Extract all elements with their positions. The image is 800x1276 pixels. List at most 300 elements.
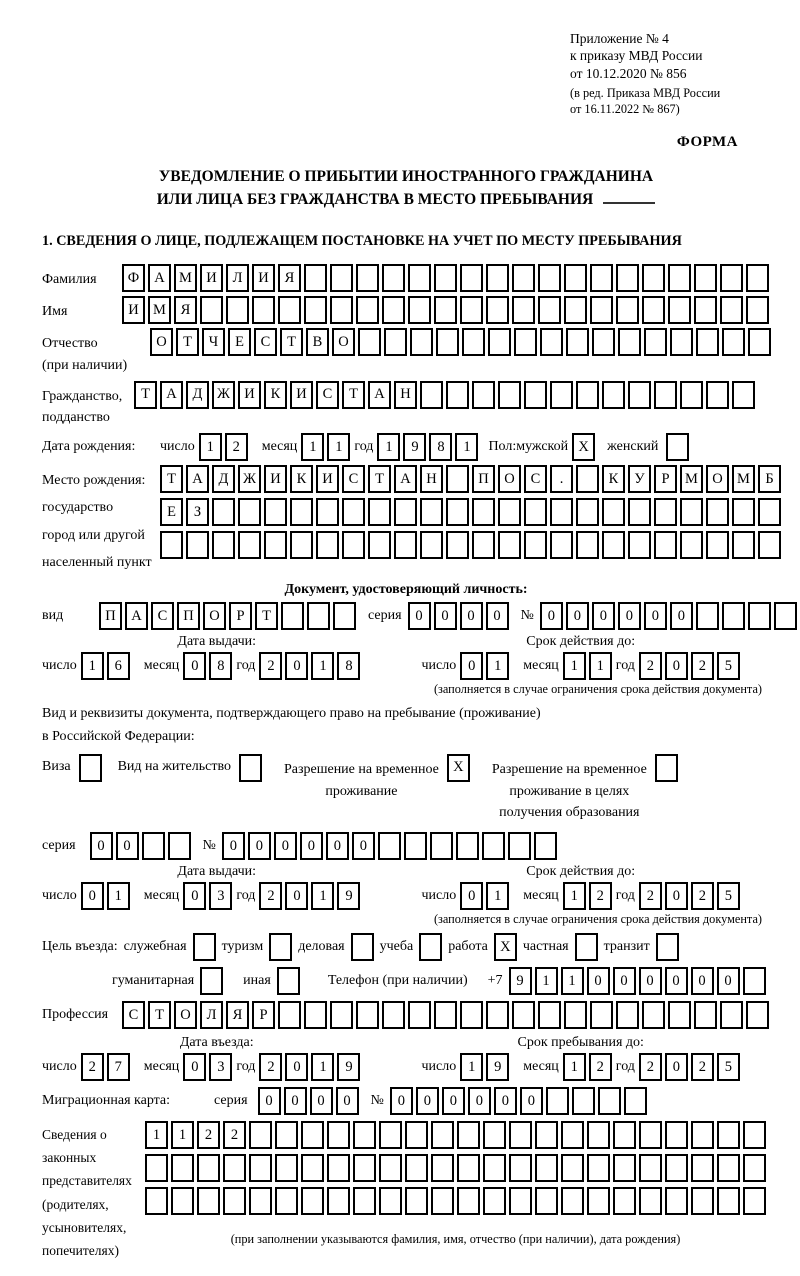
char-box: 1: [145, 1121, 168, 1149]
purpose-transit-checkbox: [656, 933, 679, 961]
char-box: [642, 296, 665, 324]
char-box: [694, 264, 717, 292]
title-line-2: [42, 188, 770, 211]
char-box: X: [572, 433, 595, 461]
char-box: [550, 381, 573, 409]
char-box: 1: [486, 882, 509, 910]
char-box: [706, 498, 729, 526]
citizenship-label-line2: подданство: [42, 407, 134, 429]
char-box: 8: [209, 652, 232, 680]
char-box: 2: [197, 1121, 220, 1149]
char-box: И: [290, 381, 313, 409]
char-box: [356, 296, 379, 324]
char-box: О: [498, 465, 521, 493]
char-box: 0: [540, 602, 563, 630]
char-box: [656, 933, 679, 961]
char-box: Я: [174, 296, 197, 324]
issue-date-line: [42, 652, 391, 680]
char-box: [405, 1121, 428, 1149]
char-box: [290, 498, 313, 526]
option-visa: [42, 754, 102, 782]
char-box: Д: [212, 465, 235, 493]
char-box: [691, 1187, 714, 1215]
char-box: 7: [107, 1053, 130, 1081]
char-box: 5: [717, 652, 740, 680]
legal-reps-label-line: попечителях): [42, 1239, 145, 1262]
char-box: 1: [199, 433, 222, 461]
char-box: 0: [285, 882, 308, 910]
year-label: год: [236, 1059, 255, 1075]
char-box: [561, 1121, 584, 1149]
valid-date-col: [391, 634, 770, 680]
legal-reps-label-line: усыновителях,: [42, 1216, 145, 1239]
char-box: [717, 1121, 740, 1149]
char-box: [316, 531, 339, 559]
char-box: [358, 328, 381, 356]
char-box: О: [174, 1001, 197, 1029]
char-box: [168, 832, 191, 860]
doc-number-label: №: [521, 608, 534, 624]
option-temp-residence-education: [492, 754, 678, 824]
char-box: [616, 264, 639, 292]
char-box: [576, 531, 599, 559]
char-box: [680, 531, 703, 559]
char-box: 0: [665, 882, 688, 910]
char-box: 0: [258, 1087, 281, 1115]
residence-issue-month-boxes: [183, 882, 232, 910]
char-box: [706, 381, 729, 409]
char-box: Т: [255, 602, 278, 630]
char-box: [546, 1087, 569, 1115]
char-box: [680, 381, 703, 409]
surname-boxes: [122, 264, 769, 292]
char-box: 0: [520, 1087, 543, 1115]
char-box: 3: [209, 1053, 232, 1081]
char-box: [304, 296, 327, 324]
residence-series-label: серия: [42, 838, 76, 854]
char-box: [264, 498, 287, 526]
char-box: 2: [639, 652, 662, 680]
char-box: [535, 1187, 558, 1215]
doc-kind-label: вид: [42, 605, 99, 627]
char-box: [304, 264, 327, 292]
char-box: [200, 967, 223, 995]
char-box: [616, 296, 639, 324]
purpose-work-label: работа: [448, 939, 488, 955]
char-box: [602, 531, 625, 559]
legal-reps-row: [42, 1121, 770, 1262]
char-box: [212, 531, 235, 559]
phone-boxes: [509, 967, 766, 995]
migration-card-row: [42, 1087, 770, 1115]
char-box: [472, 531, 495, 559]
char-box: 2: [81, 1053, 104, 1081]
char-box: [540, 328, 563, 356]
char-box: [680, 498, 703, 526]
char-box: 2: [259, 652, 282, 680]
char-box: [264, 531, 287, 559]
char-box: Ф: [122, 264, 145, 292]
char-box: [613, 1187, 636, 1215]
valid-day-boxes: [460, 652, 509, 680]
char-box: [353, 1121, 376, 1149]
char-box: [654, 381, 677, 409]
citizenship-row: [42, 381, 770, 429]
birthplace-label-line: город или другой: [42, 522, 160, 549]
char-box: [748, 328, 771, 356]
char-box: [732, 531, 755, 559]
stay-month-boxes: [563, 1053, 612, 1081]
char-box: К: [602, 465, 625, 493]
char-box: 0: [116, 832, 139, 860]
entry-month-boxes: [183, 1053, 232, 1081]
char-box: Т: [342, 381, 365, 409]
char-box: [368, 498, 391, 526]
purpose-humanitarian-label: гуманитарная: [112, 973, 194, 989]
char-box: 1: [563, 652, 586, 680]
residence-valid-month-boxes: [563, 882, 612, 910]
char-box: [456, 832, 479, 860]
month-label: месяц: [144, 888, 180, 904]
char-box: [639, 1187, 662, 1215]
char-box: [327, 1187, 350, 1215]
char-box: 2: [259, 1053, 282, 1081]
char-box: 0: [183, 1053, 206, 1081]
char-box: [171, 1154, 194, 1182]
char-box: 0: [494, 1087, 517, 1115]
char-box: [498, 381, 521, 409]
char-box: 1: [563, 1053, 586, 1081]
char-box: .: [550, 465, 573, 493]
char-box: 0: [300, 832, 323, 860]
char-box: [353, 1154, 376, 1182]
char-box: [732, 498, 755, 526]
char-box: [602, 381, 625, 409]
char-box: [722, 602, 745, 630]
purpose-other-checkbox: [277, 967, 300, 995]
purpose-work-checkbox: [494, 933, 517, 961]
char-box: 8: [337, 652, 360, 680]
char-box: [142, 832, 165, 860]
year-label: год: [616, 658, 635, 674]
char-box: 9: [486, 1053, 509, 1081]
char-box: [430, 832, 453, 860]
name-label: Имя: [42, 296, 122, 323]
char-box: [378, 832, 401, 860]
char-box: С: [122, 1001, 145, 1029]
valid-date-line: [391, 652, 770, 680]
char-box: [223, 1154, 246, 1182]
issue-year-boxes: [259, 652, 360, 680]
char-box: [457, 1154, 480, 1182]
char-box: [483, 1187, 506, 1215]
char-box: [408, 1001, 431, 1029]
char-box: [330, 264, 353, 292]
char-box: [356, 264, 379, 292]
char-box: Л: [200, 1001, 223, 1029]
legal-reps-row2-boxes: [145, 1154, 766, 1182]
char-box: [482, 832, 505, 860]
char-box: [720, 264, 743, 292]
char-box: [171, 1187, 194, 1215]
char-box: А: [148, 264, 171, 292]
char-box: 1: [311, 882, 334, 910]
char-box: Е: [228, 328, 251, 356]
annex-note: [570, 30, 770, 118]
purpose-commercial-checkbox: [351, 933, 374, 961]
male-label: мужской: [516, 439, 568, 455]
issue-date-col: [42, 634, 391, 680]
char-box: 0: [717, 967, 740, 995]
char-box: 0: [183, 882, 206, 910]
char-box: [550, 531, 573, 559]
purpose-other-label: иная: [243, 973, 271, 989]
char-box: 0: [81, 882, 104, 910]
section-1-title: 1. СВЕДЕНИЯ О ЛИЦЕ, ПОДЛЕЖАЩЕМ ПОСТАНОВКЕ НА УЧЕТ ПО МЕСТУ ПРЕБЫВАНИЯ: [42, 233, 770, 250]
char-box: 0: [352, 832, 375, 860]
temp-residence-education-checkbox: [655, 754, 678, 782]
female-checkbox: [666, 433, 689, 461]
legal-reps-note: (при заполнении указываются фамилия, имя, отчество (при наличии), дата рождения): [145, 1232, 766, 1247]
purpose-humanitarian-checkbox: [200, 967, 223, 995]
day-label: число: [421, 658, 456, 674]
residence-valid-col: [391, 864, 770, 910]
char-box: А: [394, 465, 417, 493]
doc-series-boxes: [408, 602, 509, 630]
char-box: 0: [310, 1087, 333, 1115]
char-box: 0: [442, 1087, 465, 1115]
char-box: [665, 1154, 688, 1182]
char-box: Т: [368, 465, 391, 493]
char-box: З: [186, 498, 209, 526]
char-box: [431, 1154, 454, 1182]
char-box: [508, 832, 531, 860]
char-box: П: [177, 602, 200, 630]
issue-day-boxes: [81, 652, 130, 680]
doc-kind-boxes: [99, 602, 356, 630]
char-box: [706, 531, 729, 559]
patronymic-label-line1: Отчество: [42, 333, 150, 355]
residence-validity-note: (заполняется в случае ограничения срока действия документа): [42, 912, 762, 927]
citizenship-label-line1: Гражданство,: [42, 386, 134, 408]
char-box: С: [316, 381, 339, 409]
birth-day-boxes: [199, 433, 248, 461]
stay-year-boxes: [639, 1053, 740, 1081]
char-box: [434, 264, 457, 292]
char-box: 1: [311, 1053, 334, 1081]
char-box: [668, 296, 691, 324]
char-box: [301, 1154, 324, 1182]
char-box: [382, 296, 405, 324]
birthdate-label: Дата рождения:: [42, 439, 160, 455]
birthplace-boxes-stack: [160, 465, 781, 559]
char-box: [618, 328, 641, 356]
char-box: [694, 1001, 717, 1029]
char-box: 0: [691, 967, 714, 995]
char-box: [590, 296, 613, 324]
female-label: женский: [607, 439, 658, 455]
profession-label: Профессия: [42, 1004, 122, 1026]
char-box: [197, 1187, 220, 1215]
char-box: М: [680, 465, 703, 493]
purpose-row-2: [42, 967, 770, 995]
char-box: [509, 1187, 532, 1215]
char-box: [79, 754, 102, 782]
char-box: [613, 1121, 636, 1149]
annex-line: от 10.12.2020 № 856: [570, 65, 770, 82]
char-box: [524, 381, 547, 409]
residence-issue-col: [42, 864, 391, 910]
char-box: И: [252, 264, 275, 292]
char-box: 0: [326, 832, 349, 860]
char-box: И: [238, 381, 261, 409]
legal-reps-label-line: представителях: [42, 1169, 145, 1192]
char-box: [538, 1001, 561, 1029]
document-title: [42, 165, 770, 212]
char-box: [613, 1154, 636, 1182]
char-box: [379, 1121, 402, 1149]
char-box: М: [174, 264, 197, 292]
char-box: 2: [259, 882, 282, 910]
blank-underline: [603, 202, 655, 204]
char-box: 0: [665, 652, 688, 680]
char-box: [301, 1121, 324, 1149]
issue-date-header: Дата выдачи:: [42, 634, 391, 650]
char-box: [644, 328, 667, 356]
char-box: 0: [336, 1087, 359, 1115]
char-box: [304, 1001, 327, 1029]
identity-doc-dates: [42, 634, 770, 680]
char-box: [746, 1001, 769, 1029]
char-box: [602, 498, 625, 526]
char-box: [252, 296, 275, 324]
doc-series-label: серия: [368, 608, 402, 624]
char-box: 1: [301, 433, 324, 461]
char-box: [420, 381, 443, 409]
edit-note: [570, 86, 770, 118]
char-box: [512, 296, 535, 324]
valid-year-boxes: [639, 652, 740, 680]
char-box: [486, 264, 509, 292]
char-box: [460, 1001, 483, 1029]
entry-dates: [42, 1035, 770, 1081]
char-box: 9: [403, 433, 426, 461]
char-box: [275, 1121, 298, 1149]
char-box: 2: [589, 1053, 612, 1081]
day-label: число: [160, 439, 195, 455]
char-box: [758, 531, 781, 559]
char-box: И: [200, 264, 223, 292]
char-box: [278, 1001, 301, 1029]
month-label: месяц: [262, 439, 298, 455]
char-box: [654, 531, 677, 559]
migration-series-label: серия: [214, 1093, 248, 1109]
char-box: 8: [429, 433, 452, 461]
char-box: [145, 1187, 168, 1215]
char-box: [665, 1121, 688, 1149]
char-box: [238, 531, 261, 559]
birthplace-label-line: населенный пункт: [42, 549, 160, 576]
char-box: 5: [717, 882, 740, 910]
char-box: [431, 1121, 454, 1149]
char-box: [186, 531, 209, 559]
char-box: 2: [589, 882, 612, 910]
char-box: [587, 1154, 610, 1182]
temp-residence-education-label: [492, 754, 647, 824]
char-box: [628, 498, 651, 526]
char-box: [550, 498, 573, 526]
temp-residence-education-label-line: Разрешение на временное: [492, 759, 647, 781]
char-box: [564, 296, 587, 324]
citizenship-boxes: [134, 381, 755, 409]
char-box: [534, 832, 557, 860]
residence-options-row: [42, 754, 770, 824]
char-box: [238, 498, 261, 526]
char-box: [446, 381, 469, 409]
entry-day-boxes: [81, 1053, 130, 1081]
char-box: 2: [691, 652, 714, 680]
char-box: Ж: [212, 381, 235, 409]
char-box: [691, 1154, 714, 1182]
char-box: [446, 465, 469, 493]
char-box: 2: [639, 882, 662, 910]
day-label: число: [421, 1059, 456, 1075]
char-box: 0: [390, 1087, 413, 1115]
char-box: [535, 1154, 558, 1182]
residence-issue-day-boxes: [81, 882, 130, 910]
char-box: [587, 1121, 610, 1149]
char-box: [576, 498, 599, 526]
patronymic-row: [42, 328, 770, 376]
identity-doc-row: [42, 602, 770, 630]
char-box: [356, 1001, 379, 1029]
char-box: [212, 498, 235, 526]
char-box: [483, 1121, 506, 1149]
char-box: 5: [717, 1053, 740, 1081]
char-box: 0: [460, 602, 483, 630]
char-box: 1: [81, 652, 104, 680]
char-box: 0: [592, 602, 615, 630]
char-box: 9: [509, 967, 532, 995]
char-box: [472, 381, 495, 409]
day-label: число: [42, 888, 77, 904]
char-box: [746, 264, 769, 292]
char-box: [694, 296, 717, 324]
residence-valid-header: Срок действия до:: [391, 864, 770, 880]
char-box: И: [264, 465, 287, 493]
char-box: М: [148, 296, 171, 324]
purpose-tourism-label: туризм: [222, 939, 264, 955]
residence-issue-header: Дата выдачи:: [42, 864, 391, 880]
char-box: Б: [758, 465, 781, 493]
char-box: [717, 1154, 740, 1182]
char-box: О: [706, 465, 729, 493]
residence-number-boxes: [222, 832, 557, 860]
temp-residence-education-label-line: получения образования: [492, 802, 647, 824]
visa-checkbox: [79, 754, 102, 782]
residence-doc-intro: [42, 703, 770, 748]
char-box: 0: [613, 967, 636, 995]
year-label: год: [616, 1059, 635, 1075]
char-box: [307, 602, 330, 630]
month-label: месяц: [144, 1059, 180, 1075]
char-box: Т: [148, 1001, 171, 1029]
char-box: [193, 933, 216, 961]
char-box: [696, 328, 719, 356]
migration-number-boxes: [390, 1087, 647, 1115]
char-box: [743, 1121, 766, 1149]
char-box: [642, 264, 665, 292]
